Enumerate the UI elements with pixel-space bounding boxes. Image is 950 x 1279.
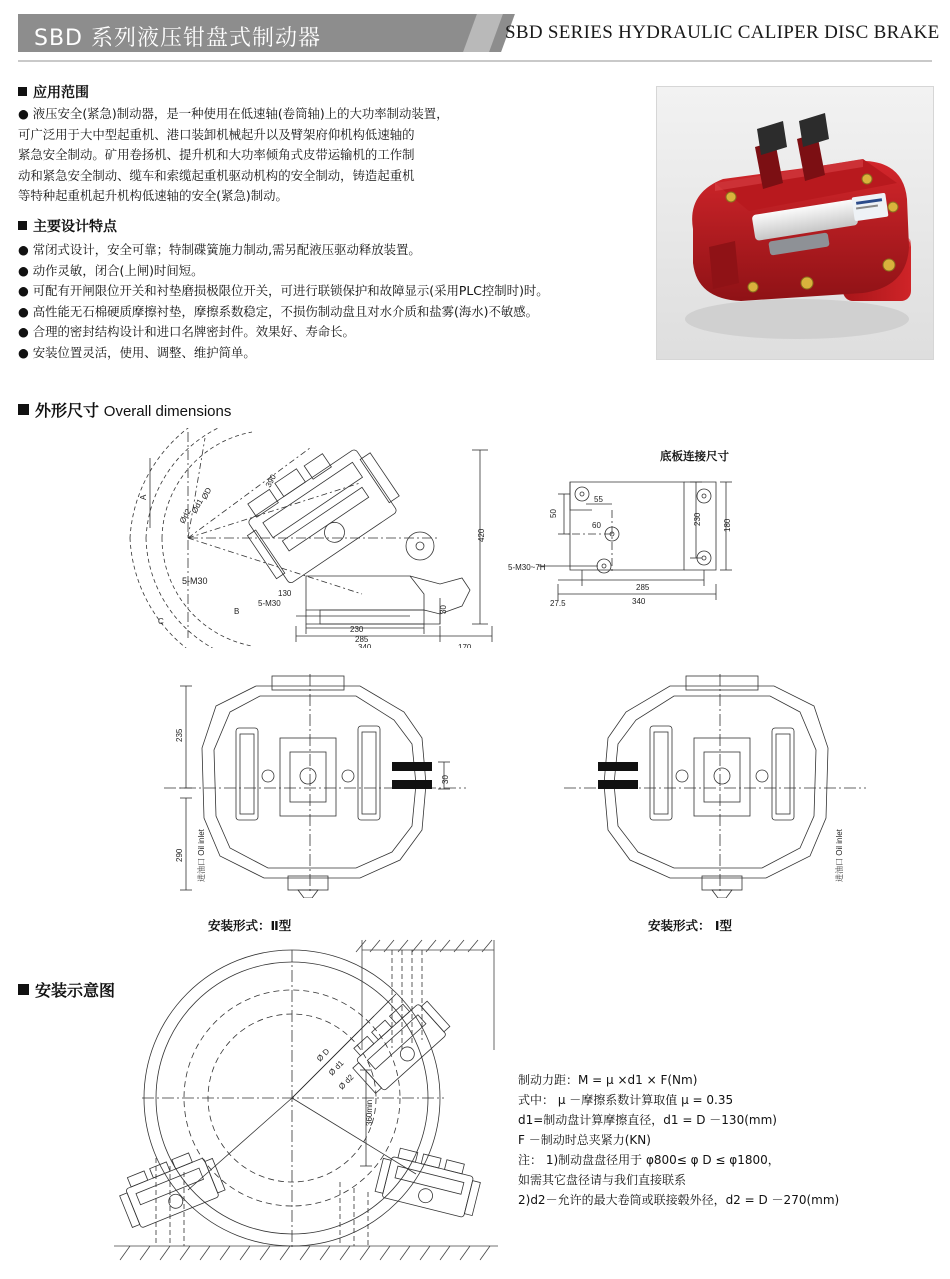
- svg-text:285: 285: [636, 583, 650, 592]
- product-photo: [656, 86, 934, 360]
- svg-text:60: 60: [592, 521, 601, 530]
- svg-text:30: 30: [439, 605, 448, 614]
- baseplate-drawing: [508, 470, 758, 638]
- svg-text:30: 30: [441, 775, 450, 784]
- svg-text:420: 420: [477, 528, 486, 542]
- svg-text:Ød1: Ød1: [189, 497, 205, 515]
- scope-line: 等特种起重机起升机构低速轴的安全(紧急)制动。: [18, 188, 288, 203]
- svg-text:130: 130: [278, 589, 292, 598]
- scope-line: ● 液压安全(紧急)制动器，是一种使用在低速轴(卷筒轴)上的大功率制动装置，: [18, 106, 449, 121]
- overall-dimension-svg: [110, 428, 510, 648]
- scope-paragraph: [18, 104, 638, 207]
- svg-text:27.5: 27.5: [550, 599, 566, 608]
- svg-text:Ø d2: Ø d2: [336, 1072, 356, 1092]
- view-type2-svg: [160, 668, 470, 898]
- svg-text:5-M30: 5-M30: [258, 599, 281, 608]
- scope-line: 紧急安全制动。矿用卷扬机、提升机和大功率倾角式皮带运输机的工作制: [18, 147, 415, 162]
- view-type1-svg: [560, 668, 870, 898]
- view-type2-drawing: [160, 668, 470, 898]
- feature-line: ● 常闭式设计，安全可靠；特制碟簧施力制动,需另配液压驱动释放装置。: [18, 242, 421, 257]
- square-bullet-icon: [18, 404, 29, 415]
- formula-line: 2)d2－允许的最大卷筒或联接毂外径，d2 = D －270(mm): [518, 1193, 840, 1207]
- svg-text:285: 285: [355, 635, 369, 644]
- svg-text:5-M30~7H: 5-M30~7H: [508, 563, 546, 572]
- svg-text:340: 340: [632, 597, 646, 606]
- feature-line: ● 高性能无石棉硬质摩擦衬垫，摩擦系数稳定，不损伤制动盘且对水介质和盐雾(海水)不敏感。: [18, 303, 539, 319]
- svg-text:ØD: ØD: [199, 486, 214, 501]
- header-divider: [18, 60, 932, 62]
- feature-line: ● 可配有开闸限位开关和衬垫磨损极限位开关，可进行联锁保护和故障显示(采用PLC控制时)时。: [18, 283, 549, 298]
- square-bullet-icon: [18, 87, 27, 96]
- installation-svg: [96, 930, 516, 1274]
- section-title-dimensions: 外形尺寸 Overall dimensions: [18, 398, 231, 421]
- svg-text:55: 55: [594, 495, 603, 504]
- svg-text:235: 235: [175, 728, 184, 742]
- installation-diagram: [96, 930, 516, 1274]
- feature-line: ● 动作灵敏，闭合(上闸)时间短。: [18, 262, 204, 278]
- svg-text:Ø d1: Ø d1: [326, 1058, 346, 1078]
- svg-text:340: 340: [358, 643, 372, 648]
- header-title-cn: SBD 系列液压钳盘式制动器: [34, 26, 321, 51]
- svg-text:Ød2: Ød2: [177, 507, 193, 525]
- formula-line: 制动力距：M = μ ×d1 × F(Nm): [518, 1073, 698, 1087]
- overall-dimension-drawing: [110, 428, 510, 648]
- product-photo-illustration: [657, 87, 933, 359]
- features-list: [18, 240, 658, 363]
- view-type2-caption: 安装形式：Ⅱ型: [208, 918, 292, 933]
- header-title-en: SBD SERIES HYDRAULIC CALIPER DISC BRAKE: [505, 22, 940, 43]
- feature-line: ● 合理的密封结构设计和进口名牌密封件。效果好、寿命长。: [18, 324, 355, 339]
- section-title-scope: 应用范围: [18, 82, 89, 102]
- section-title-features: 主要设计特点: [18, 216, 117, 236]
- scope-line: 动和紧急安全制动、缆车和索缆起重机驱动机构的安全制动，铸造起重机: [18, 167, 415, 183]
- svg-text:170: 170: [458, 643, 472, 648]
- svg-text:230: 230: [693, 512, 702, 526]
- section-title-install: 安装示意图: [18, 978, 115, 1001]
- svg-text:290: 290: [175, 848, 184, 862]
- svg-text:进油口 Oil inlet: 进油口 Oil inlet: [835, 829, 844, 882]
- dimension-label-5m30: 5-M30: [182, 576, 208, 586]
- svg-text:230: 230: [350, 625, 364, 634]
- svg-text:A: A: [139, 494, 148, 500]
- scope-line: 可广泛用于大中型起重机、港口装卸机械起升以及臂架府仰机构低速轴的: [18, 126, 415, 142]
- square-bullet-icon: [18, 221, 27, 230]
- formula-line: F －制动时总夹紧力(KN): [518, 1133, 651, 1147]
- svg-text:Ø D: Ø D: [314, 1046, 332, 1064]
- formula-line: 注： 1)制动盘盘径用于 φ800≤ φ D ≤ φ1800，: [518, 1153, 780, 1167]
- svg-text:B: B: [234, 607, 240, 616]
- svg-text:360min: 360min: [365, 1099, 374, 1126]
- view-type1-drawing: [560, 668, 870, 898]
- formula-block: [518, 1070, 938, 1210]
- svg-text:50: 50: [549, 509, 558, 518]
- view-type1-caption: 安装形式： Ⅰ型: [648, 918, 733, 933]
- svg-text:进油口 Oil inlet: 进油口 Oil inlet: [197, 829, 206, 882]
- page-header: [0, 0, 950, 62]
- formula-line: d1=制动盘计算摩擦直径，d1 = D －130(mm): [518, 1113, 777, 1127]
- formula-line: 如需其它盘径请与我们直接联系: [518, 1173, 687, 1187]
- svg-text:390: 390: [263, 472, 279, 489]
- svg-text:C: C: [158, 617, 164, 626]
- svg-text:180: 180: [723, 518, 732, 532]
- feature-line: ● 安装位置灵活，使用、调整、维护简单。: [18, 344, 256, 360]
- square-bullet-icon: [18, 984, 29, 995]
- baseplate-title: 底板连接尺寸: [660, 449, 729, 463]
- baseplate-svg: [508, 470, 758, 638]
- formula-line: 式中： μ －摩擦系数计算取值 μ = 0.35: [518, 1093, 734, 1107]
